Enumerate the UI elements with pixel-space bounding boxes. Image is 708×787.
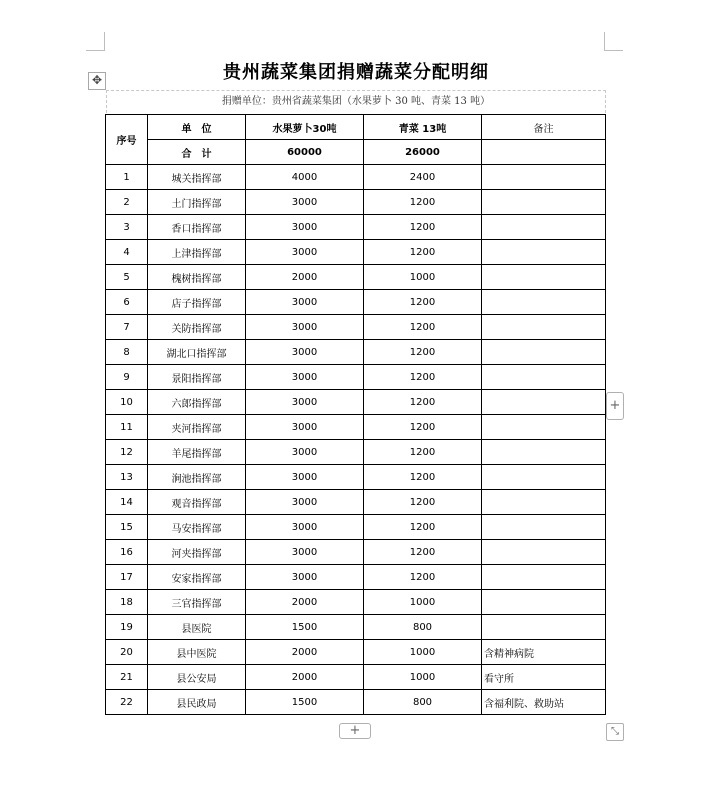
cell-note xyxy=(482,515,606,540)
cell-unit: 景阳指挥部 xyxy=(148,365,246,390)
cell-greens: 1200 xyxy=(364,365,482,390)
cell-unit: 店子指挥部 xyxy=(148,290,246,315)
cell-radish: 3000 xyxy=(246,515,364,540)
cell-radish: 2000 xyxy=(246,590,364,615)
cell-note xyxy=(482,340,606,365)
table-row xyxy=(106,290,606,315)
cell-index: 6 xyxy=(106,290,148,315)
cell-note xyxy=(482,365,606,390)
cell-note: 含福利院、救助站 xyxy=(482,690,606,715)
cell-radish: 2000 xyxy=(246,665,364,690)
table-row xyxy=(106,565,606,590)
cell-index: 18 xyxy=(106,590,148,615)
crop-mark-top-left xyxy=(86,32,105,51)
cell-note xyxy=(482,440,606,465)
distribution-table xyxy=(105,114,606,715)
cell-greens: 1200 xyxy=(364,465,482,490)
cell-note xyxy=(482,315,606,340)
cell-index: 19 xyxy=(106,615,148,640)
cell-unit: 六郎指挥部 xyxy=(148,390,246,415)
cell-index: 14 xyxy=(106,490,148,515)
header-note: 备注 xyxy=(482,115,606,140)
cell-note xyxy=(482,265,606,290)
table-row xyxy=(106,590,606,615)
cell-index: 13 xyxy=(106,465,148,490)
cell-index: 4 xyxy=(106,240,148,265)
cell-note xyxy=(482,215,606,240)
cell-unit: 三官指挥部 xyxy=(148,590,246,615)
cell-greens: 1200 xyxy=(364,490,482,515)
table-row xyxy=(106,365,606,390)
cell-greens: 1200 xyxy=(364,340,482,365)
cell-unit: 上津指挥部 xyxy=(148,240,246,265)
cell-greens: 1200 xyxy=(364,415,482,440)
table-move-icon[interactable]: ✥ xyxy=(88,72,106,90)
table-row xyxy=(106,465,606,490)
cell-radish: 3000 xyxy=(246,290,364,315)
cell-greens: 1000 xyxy=(364,640,482,665)
table-row xyxy=(106,690,606,715)
cell-note: 含精神病院 xyxy=(482,640,606,665)
cell-unit: 马安指挥部 xyxy=(148,515,246,540)
cell-index: 22 xyxy=(106,690,148,715)
header-radish: 水果萝卜30吨 xyxy=(246,115,364,140)
cell-note xyxy=(482,590,606,615)
header-greens: 青菜 13吨 xyxy=(364,115,482,140)
cell-index: 1 xyxy=(106,165,148,190)
cell-unit: 湖北口指挥部 xyxy=(148,340,246,365)
table-row xyxy=(106,190,606,215)
cell-index: 16 xyxy=(106,540,148,565)
cell-radish: 3000 xyxy=(246,415,364,440)
table-row xyxy=(106,665,606,690)
cell-radish: 3000 xyxy=(246,190,364,215)
cell-greens: 1200 xyxy=(364,440,482,465)
cell-unit: 县民政局 xyxy=(148,690,246,715)
table-row xyxy=(106,515,606,540)
cell-radish: 3000 xyxy=(246,215,364,240)
cell-note xyxy=(482,165,606,190)
cell-greens: 800 xyxy=(364,690,482,715)
table-row xyxy=(106,390,606,415)
cell-unit: 土门指挥部 xyxy=(148,190,246,215)
cell-unit: 县公安局 xyxy=(148,665,246,690)
cell-index: 10 xyxy=(106,390,148,415)
cell-greens: 1200 xyxy=(364,190,482,215)
cell-radish: 1500 xyxy=(246,615,364,640)
cell-unit: 城关指挥部 xyxy=(148,165,246,190)
cell-greens: 1200 xyxy=(364,540,482,565)
cell-index: 9 xyxy=(106,365,148,390)
cell-greens: 1200 xyxy=(364,290,482,315)
table-resize-icon[interactable]: ⤡ xyxy=(606,723,624,741)
cell-index: 11 xyxy=(106,415,148,440)
cell-note xyxy=(482,190,606,215)
total-greens: 26000 xyxy=(364,140,482,165)
cell-note xyxy=(482,240,606,265)
cell-greens: 1200 xyxy=(364,565,482,590)
cell-radish: 1500 xyxy=(246,690,364,715)
cell-note xyxy=(482,565,606,590)
table-row xyxy=(106,540,606,565)
table-row xyxy=(106,315,606,340)
cell-unit: 安家指挥部 xyxy=(148,565,246,590)
cell-index: 17 xyxy=(106,565,148,590)
cell-unit: 槐树指挥部 xyxy=(148,265,246,290)
cell-index: 7 xyxy=(106,315,148,340)
cell-note xyxy=(482,540,606,565)
cell-greens: 800 xyxy=(364,615,482,640)
cell-greens: 1200 xyxy=(364,315,482,340)
cell-radish: 3000 xyxy=(246,465,364,490)
cell-index: 21 xyxy=(106,665,148,690)
cell-greens: 1000 xyxy=(364,265,482,290)
table-row xyxy=(106,415,606,440)
cell-note xyxy=(482,465,606,490)
cell-note xyxy=(482,615,606,640)
cell-radish: 3000 xyxy=(246,540,364,565)
cell-index: 3 xyxy=(106,215,148,240)
document-title: 贵州蔬菜集团捐赠蔬菜分配明细 xyxy=(223,62,489,83)
cell-unit: 羊尾指挥部 xyxy=(148,440,246,465)
cell-radish: 4000 xyxy=(246,165,364,190)
add-column-button[interactable]: + xyxy=(606,392,624,420)
add-row-button[interactable]: + xyxy=(339,723,371,739)
header-row xyxy=(106,115,606,140)
cell-unit: 香口指挥部 xyxy=(148,215,246,240)
header-unit: 单 位 xyxy=(148,115,246,140)
cell-index: 2 xyxy=(106,190,148,215)
total-radish: 60000 xyxy=(246,140,364,165)
cell-index: 8 xyxy=(106,340,148,365)
cell-index: 12 xyxy=(106,440,148,465)
cell-note: 看守所 xyxy=(482,665,606,690)
cell-note xyxy=(482,390,606,415)
cell-unit: 观音指挥部 xyxy=(148,490,246,515)
cell-radish: 2000 xyxy=(246,265,364,290)
total-label: 合 计 xyxy=(148,140,246,165)
cell-unit: 夹河指挥部 xyxy=(148,415,246,440)
table-row xyxy=(106,490,606,515)
cell-radish: 3000 xyxy=(246,340,364,365)
cell-unit: 县医院 xyxy=(148,615,246,640)
total-note xyxy=(482,140,606,165)
cell-radish: 3000 xyxy=(246,390,364,415)
cell-greens: 2400 xyxy=(364,165,482,190)
header-index: 序号 xyxy=(106,115,148,165)
cell-greens: 1000 xyxy=(364,590,482,615)
cell-greens: 1000 xyxy=(364,665,482,690)
table-row xyxy=(106,240,606,265)
cell-note xyxy=(482,490,606,515)
cell-greens: 1200 xyxy=(364,515,482,540)
cell-note xyxy=(482,415,606,440)
crop-mark-top-right xyxy=(604,32,623,51)
cell-radish: 3000 xyxy=(246,315,364,340)
cell-index: 15 xyxy=(106,515,148,540)
table-row xyxy=(106,265,606,290)
cell-index: 20 xyxy=(106,640,148,665)
cell-index: 5 xyxy=(106,265,148,290)
total-row xyxy=(106,140,606,165)
cell-unit: 县中医院 xyxy=(148,640,246,665)
cell-greens: 1200 xyxy=(364,240,482,265)
cell-radish: 3000 xyxy=(246,365,364,390)
cell-greens: 1200 xyxy=(364,215,482,240)
table-row xyxy=(106,165,606,190)
cell-greens: 1200 xyxy=(364,390,482,415)
table-row xyxy=(106,440,606,465)
cell-radish: 3000 xyxy=(246,240,364,265)
cell-unit: 涧池指挥部 xyxy=(148,465,246,490)
table-row xyxy=(106,615,606,640)
cell-radish: 3000 xyxy=(246,565,364,590)
cell-unit: 河夹指挥部 xyxy=(148,540,246,565)
table-row xyxy=(106,340,606,365)
cell-unit: 关防指挥部 xyxy=(148,315,246,340)
table-row xyxy=(106,640,606,665)
document-subtitle: 捐赠单位：贵州省蔬菜集团（水果萝卜 30 吨、青菜 13 吨） xyxy=(106,90,606,113)
cell-note xyxy=(482,290,606,315)
cell-radish: 3000 xyxy=(246,490,364,515)
table-row xyxy=(106,215,606,240)
cell-radish: 2000 xyxy=(246,640,364,665)
cell-radish: 3000 xyxy=(246,440,364,465)
